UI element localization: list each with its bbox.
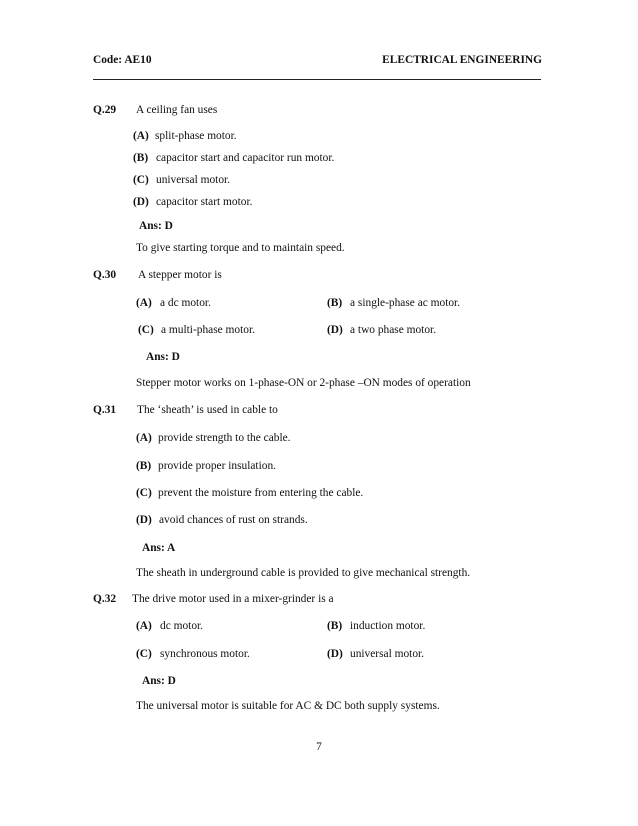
answer-label: Ans: D	[139, 220, 173, 232]
option-text: capacitor start and capacitor run motor.	[156, 152, 335, 164]
question-number: Q.32	[93, 593, 117, 605]
question-number: Q.30	[93, 269, 117, 281]
question-number: Q.29	[93, 104, 117, 116]
option-text: avoid chances of rust on strands.	[159, 514, 308, 526]
answer-explanation: The universal motor is suitable for AC & DC both supply systems.	[136, 700, 440, 712]
option-label: (C)	[133, 174, 149, 186]
question-number: Q.31	[93, 404, 117, 416]
option-text: capacitor start motor.	[156, 196, 253, 208]
option-text: a multi-phase motor.	[161, 324, 255, 336]
option-text: a single-phase ac motor.	[350, 297, 461, 309]
answer-explanation: To give starting torque and to maintain speed.	[136, 242, 345, 254]
option-label: (B)	[136, 460, 152, 472]
option-text: universal motor.	[350, 648, 425, 660]
option-text: split-phase motor.	[155, 130, 237, 142]
option-label: (B)	[327, 297, 343, 309]
option-label: (A)	[136, 432, 152, 444]
option-text: universal motor.	[156, 174, 231, 186]
page-header	[93, 54, 542, 70]
option-text: dc motor.	[160, 620, 204, 632]
option-text: provide strength to the cable.	[158, 432, 291, 444]
option-text: a dc motor.	[160, 297, 211, 309]
option-text: a two phase motor.	[350, 324, 437, 336]
option-label: (D)	[133, 196, 149, 208]
question-text: The ‘sheath’ is used in cable to	[137, 404, 278, 416]
header-subject: ELECTRICAL ENGINEERING	[382, 54, 542, 66]
option-label: (A)	[136, 297, 152, 309]
option-label: (B)	[133, 152, 149, 164]
answer-label: Ans: A	[142, 542, 176, 554]
question-text: A stepper motor is	[138, 269, 222, 281]
header-divider	[93, 79, 541, 80]
answer-explanation: Stepper motor works on 1-phase-ON or 2-phase –ON modes of operation	[136, 377, 471, 389]
option-label: (D)	[327, 648, 343, 660]
option-label: (D)	[327, 324, 343, 336]
answer-label: Ans: D	[146, 351, 180, 363]
option-label: (A)	[136, 620, 152, 632]
answer-label: Ans: D	[142, 675, 176, 687]
question-text: A ceiling fan uses	[136, 104, 218, 116]
option-label: (C)	[136, 648, 152, 660]
option-text: synchronous motor.	[160, 648, 250, 660]
question-text: The drive motor used in a mixer-grinder is a	[132, 593, 334, 605]
header-code: Code: AE10	[93, 54, 152, 66]
page-number: 7	[316, 741, 322, 753]
option-text: provide proper insulation.	[158, 460, 276, 472]
option-text: prevent the moisture from entering the cable.	[158, 487, 364, 499]
option-label: (C)	[138, 324, 154, 336]
option-text: induction motor.	[350, 620, 426, 632]
option-label: (C)	[136, 487, 152, 499]
answer-explanation: The sheath in underground cable is provided to give mechanical strength.	[136, 567, 471, 579]
option-label: (A)	[133, 130, 149, 142]
option-label: (B)	[327, 620, 343, 632]
option-label: (D)	[136, 514, 152, 526]
